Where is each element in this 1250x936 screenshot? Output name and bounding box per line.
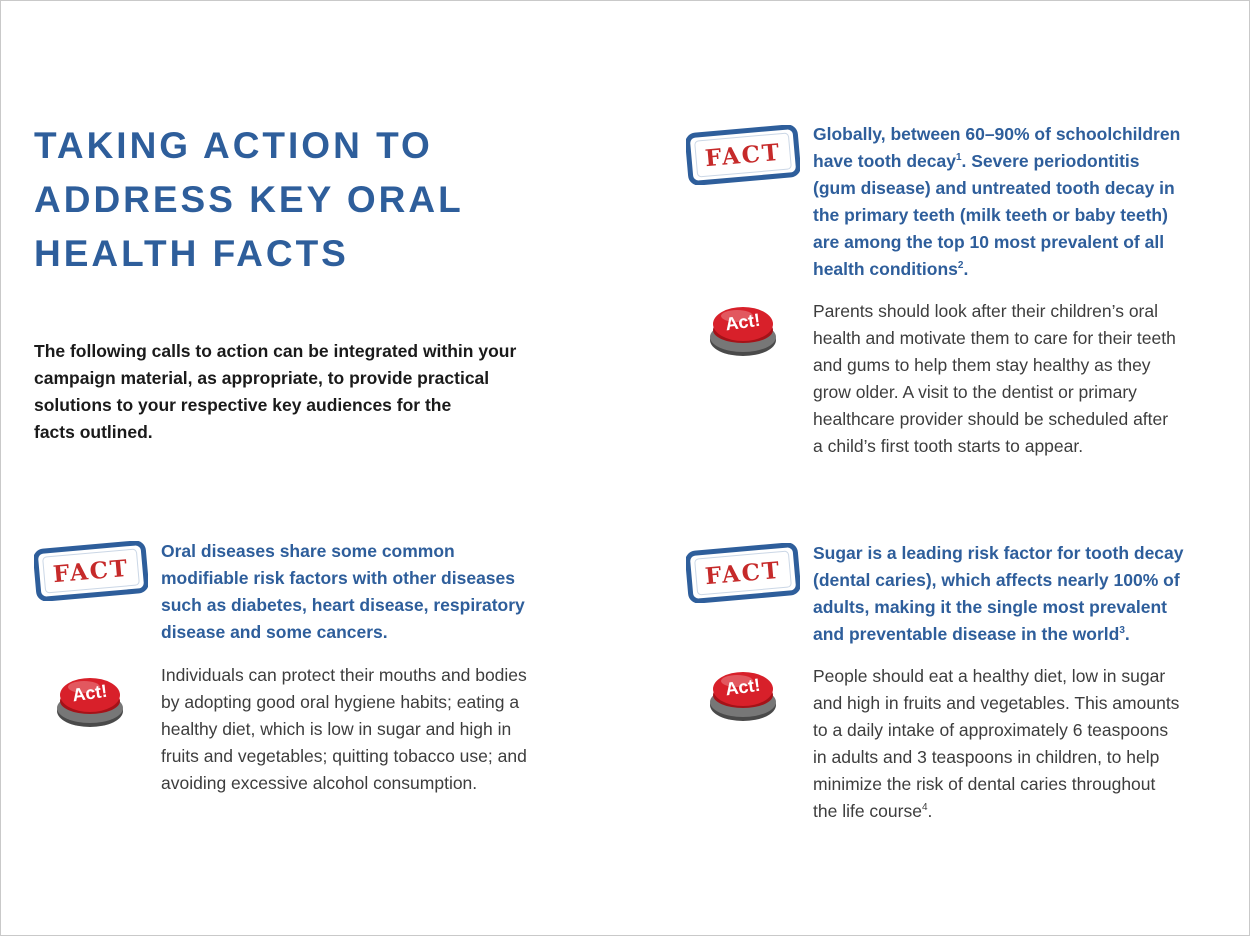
fact-line: Sugar is a leading risk factor for tooth decay: [813, 543, 1184, 563]
fact-line: (gum disease) and untreated tooth decay in: [813, 178, 1175, 198]
fact-line-text: .: [963, 259, 969, 279]
fact-line: disease and some cancers.: [161, 622, 388, 642]
act-line: Parents should look after their children’s oral: [813, 301, 1159, 321]
act-line: grow older. A visit to the dentist or primary: [813, 382, 1137, 402]
fact-line: adults, making it the single most prevalent: [813, 597, 1167, 617]
fact-stamp-icon: [686, 125, 800, 185]
fact-text: [813, 121, 1180, 283]
page-title-line: TAKING ACTION TO: [34, 125, 433, 166]
fact-line: [813, 256, 1180, 283]
act-label: Act!: [724, 674, 762, 700]
act-text: [161, 662, 527, 797]
act-line: a child’s first tooth starts to appear.: [813, 436, 1084, 456]
fact-line: Globally, between 60–90% of schoolchildren: [813, 124, 1181, 144]
fact-text: [813, 540, 1184, 648]
act-line: to a daily intake of approximately 6 teaspoons: [813, 720, 1169, 740]
act-line: minimize the risk of dental caries throughout: [813, 774, 1156, 794]
page-title-line: ADDRESS KEY ORAL: [34, 179, 464, 220]
act-line-text: the life course: [813, 801, 922, 821]
footnote-ref: 1: [955, 152, 962, 164]
fact-line-text: .: [1124, 624, 1130, 644]
act-text: [813, 663, 1179, 825]
act-line: by adopting good oral hygiene habits; eating a: [161, 692, 520, 712]
fact-line: Oral diseases share some common: [161, 541, 455, 561]
fact-label: FACT: [703, 556, 783, 591]
fact-line: are among the top 10 most prevalent of all: [813, 232, 1165, 252]
act-line: in adults and 3 teaspoons in children, to help: [813, 747, 1160, 767]
intro-line: facts outlined.: [34, 422, 153, 442]
fact-stamp-icon: [34, 541, 148, 601]
intro-line: The following calls to action can be integrated within your: [34, 341, 517, 361]
fact-line: (dental caries), which affects nearly 100% of: [813, 570, 1180, 590]
intro-line: solutions to your respective key audiences for the: [34, 395, 452, 415]
act-line: fruits and vegetables; quitting tobacco use; and: [161, 746, 527, 766]
fact-line-text: and preventable disease in the world: [813, 624, 1120, 644]
act-line: health and motivate them to care for their teeth: [813, 328, 1176, 348]
act-text: [813, 298, 1176, 460]
act-button-icon: [707, 300, 779, 360]
act-line: [813, 798, 1179, 825]
act-button-icon: [54, 671, 126, 731]
fact-text: [161, 538, 525, 646]
act-line: and gums to help them stay healthy as they: [813, 355, 1151, 375]
footnote-ref: 4: [921, 802, 928, 814]
fact-line: modifiable risk factors with other diseases: [161, 568, 515, 588]
fact-line-text: . Severe periodontitis: [961, 151, 1140, 171]
act-line: healthy diet, which is low in sugar and high in: [161, 719, 512, 739]
footnote-ref: 3: [1119, 625, 1125, 637]
fact-label: FACT: [51, 554, 131, 589]
act-label: Act!: [71, 680, 109, 706]
intro-paragraph: [34, 338, 574, 446]
act-line: Individuals can protect their mouths and bodies: [161, 665, 527, 685]
act-line-text: .: [927, 801, 933, 821]
act-line: People should eat a healthy diet, low in sugar: [813, 666, 1166, 686]
fact-label: FACT: [703, 138, 783, 173]
page-title-line: HEALTH FACTS: [34, 233, 349, 274]
act-button-icon: [707, 665, 779, 725]
page-title: [34, 119, 554, 281]
act-line: healthcare provider should be scheduled after: [813, 409, 1169, 429]
fact-line: [813, 621, 1184, 648]
fact-line: the primary teeth (milk teeth or baby teeth): [813, 205, 1168, 225]
fact-line-text: health conditions: [813, 259, 958, 279]
intro-line: campaign material, as appropriate, to provide practical: [34, 368, 490, 388]
fact-line-text: have tooth decay: [813, 151, 956, 171]
act-line: avoiding excessive alcohol consumption.: [161, 773, 478, 793]
fact-line: such as diabetes, heart disease, respiratory: [161, 595, 525, 615]
fact-line: [813, 148, 1180, 175]
act-label: Act!: [724, 309, 762, 335]
footnote-ref: 2: [957, 260, 964, 272]
act-line: and high in fruits and vegetables. This amounts: [813, 693, 1180, 713]
fact-stamp-icon: [686, 543, 800, 603]
